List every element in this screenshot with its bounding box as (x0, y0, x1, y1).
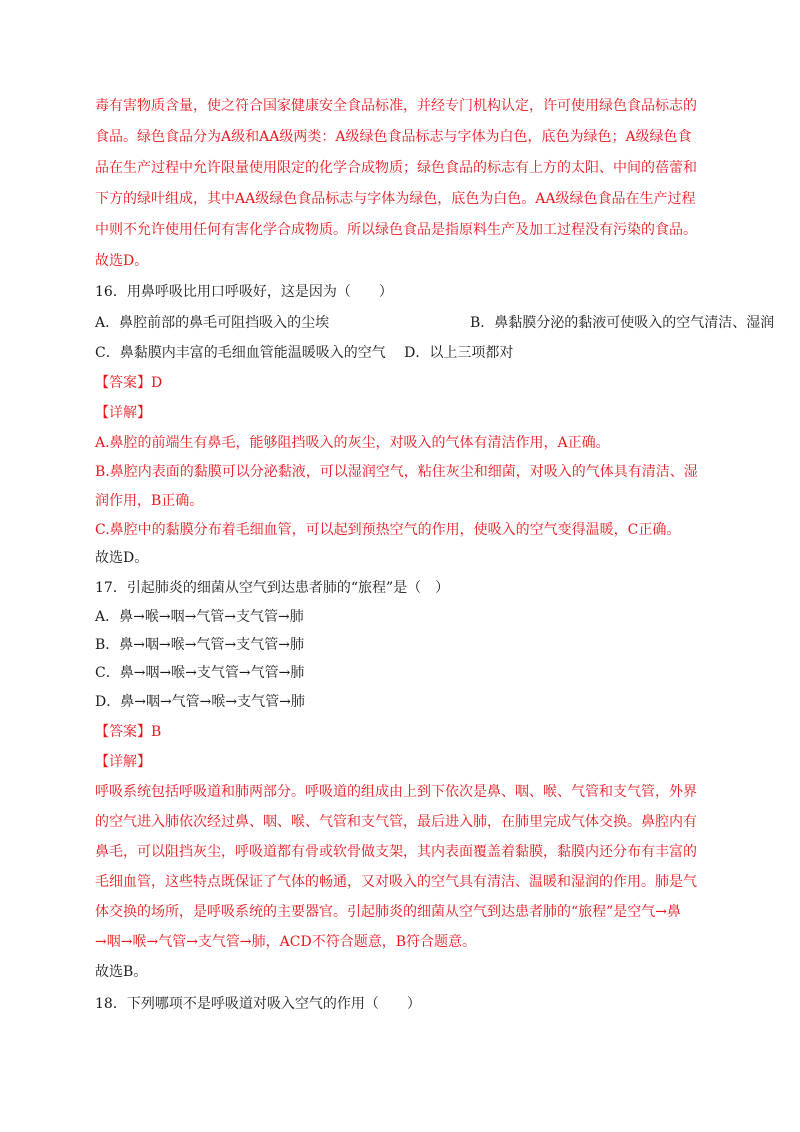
option-a: A．鼻→喉→咽→气管→支气管→肺 (95, 609, 304, 625)
detail-conclusion: 故选B。 (95, 964, 148, 980)
detail-line: 体交换的场所，是呼吸系统的主要器官。引起肺炎的细菌从空气到达患者肺的“旅程”是空气→鼻 (95, 904, 682, 920)
detail-line: B.鼻腔内表面的黏膜可以分泌黏液，可以湿润空气，粘住灰尘和细菌，对吸入的气体具有清洁、湿 (95, 464, 698, 480)
explanation-conclusion: 故选D。 (95, 253, 149, 269)
question-16-stem: 16．用鼻呼吸比用口呼吸好，这是因为（ ） (95, 284, 393, 300)
question-18-stem: 18．下列哪项不是呼吸道对吸入空气的作用（ ） (95, 996, 421, 1012)
explanation-line: 食品。绿色食品分为A级和AA级两类：A级绿色食品标志与字体为白色，底色为绿色；A级绿色食 (95, 129, 692, 145)
answer-tag: 【答案】 (95, 724, 151, 740)
detail-line: 润作用，B正确。 (95, 493, 204, 509)
answer-value: D (151, 375, 163, 391)
option-d: D．鼻→咽→气管→喉→支气管→肺 (95, 694, 305, 710)
detail-tag: 【详解】 (95, 754, 151, 770)
answer-line (95, 373, 162, 393)
detail-tag: 【详解】 (95, 405, 151, 421)
detail-line: 鼻毛，可以阻挡灰尘，呼吸道都有骨或软骨做支架，其内表面覆盖着黏膜，黏膜内还分布有丰富的 (95, 844, 697, 860)
explanation-line: 中则不允许使用任何有害化学合成物质。所以绿色食品是指原料生产及加工过程没有污染的食品。 (95, 222, 697, 238)
option-b: B．鼻→咽→喉→气管→支气管→肺 (95, 637, 304, 653)
question-16-options-row-1 (95, 313, 775, 333)
option-a: A．鼻腔前部的鼻毛可阻挡吸入的尘埃 (95, 315, 330, 331)
detail-line: A.鼻腔的前端生有鼻毛，能够阻挡吸入的灰尘，对吸入的气体有清洁作用，A正确。 (95, 435, 610, 451)
explanation-line: 毒有害物质含量，使之符合国家健康安全食品标准，并经专门机构认定，许可使用绿色食品标志的 (95, 98, 697, 114)
answer-line (95, 722, 161, 742)
option-c: C．鼻→咽→喉→支气管→气管→肺 (95, 665, 305, 681)
question-17-stem: 17．引起肺炎的细菌从空气到达患者肺的“旅程”是（ ） (95, 580, 450, 596)
explanation-line: 下方的绿叶组成，其中AA级绿色食品标志与字体为绿色，底色为白色。AA级绿色食品在生产过程 (95, 191, 696, 207)
explanation-line: 品在生产过程中允许限量使用限定的化学合成物质；绿色食品的标志有上方的太阳、中间的蓓蕾和 (95, 160, 697, 176)
answer-value: B (151, 724, 162, 740)
answer-tag: 【答案】 (95, 375, 151, 391)
detail-line: 毛细血管，这些特点既保证了气体的畅通，又对吸入的空气具有清洁、温暖和湿润的作用。肺是气 (95, 874, 697, 890)
detail-line: C.鼻腔中的黏膜分布着毛细血管，可以起到预热空气的作用，使吸入的空气变得温暖，C正确。 (95, 522, 681, 538)
detail-conclusion: 故选D。 (95, 550, 149, 566)
detail-line: 呼吸系统包括呼吸道和肺两部分。呼吸道的组成由上到下依次是鼻、咽、喉、气管和支气管，外界 (95, 784, 697, 800)
option-b: B．鼻黏膜分泌的黏液可使吸入的空气清洁、湿润 (470, 315, 775, 331)
detail-line: 的空气进入肺依次经过鼻、咽、喉、气管和支气管，最后进入肺，在肺里完成气体交换。鼻腔内有 (95, 814, 697, 830)
question-16-options-row-2: C．鼻黏膜内丰富的毛细血管能温暖吸入的空气 D．以上三项都对 (95, 345, 514, 361)
detail-line: →咽→喉→气管→支气管→肺，ACD不符合题意，B符合题意。 (95, 934, 476, 950)
